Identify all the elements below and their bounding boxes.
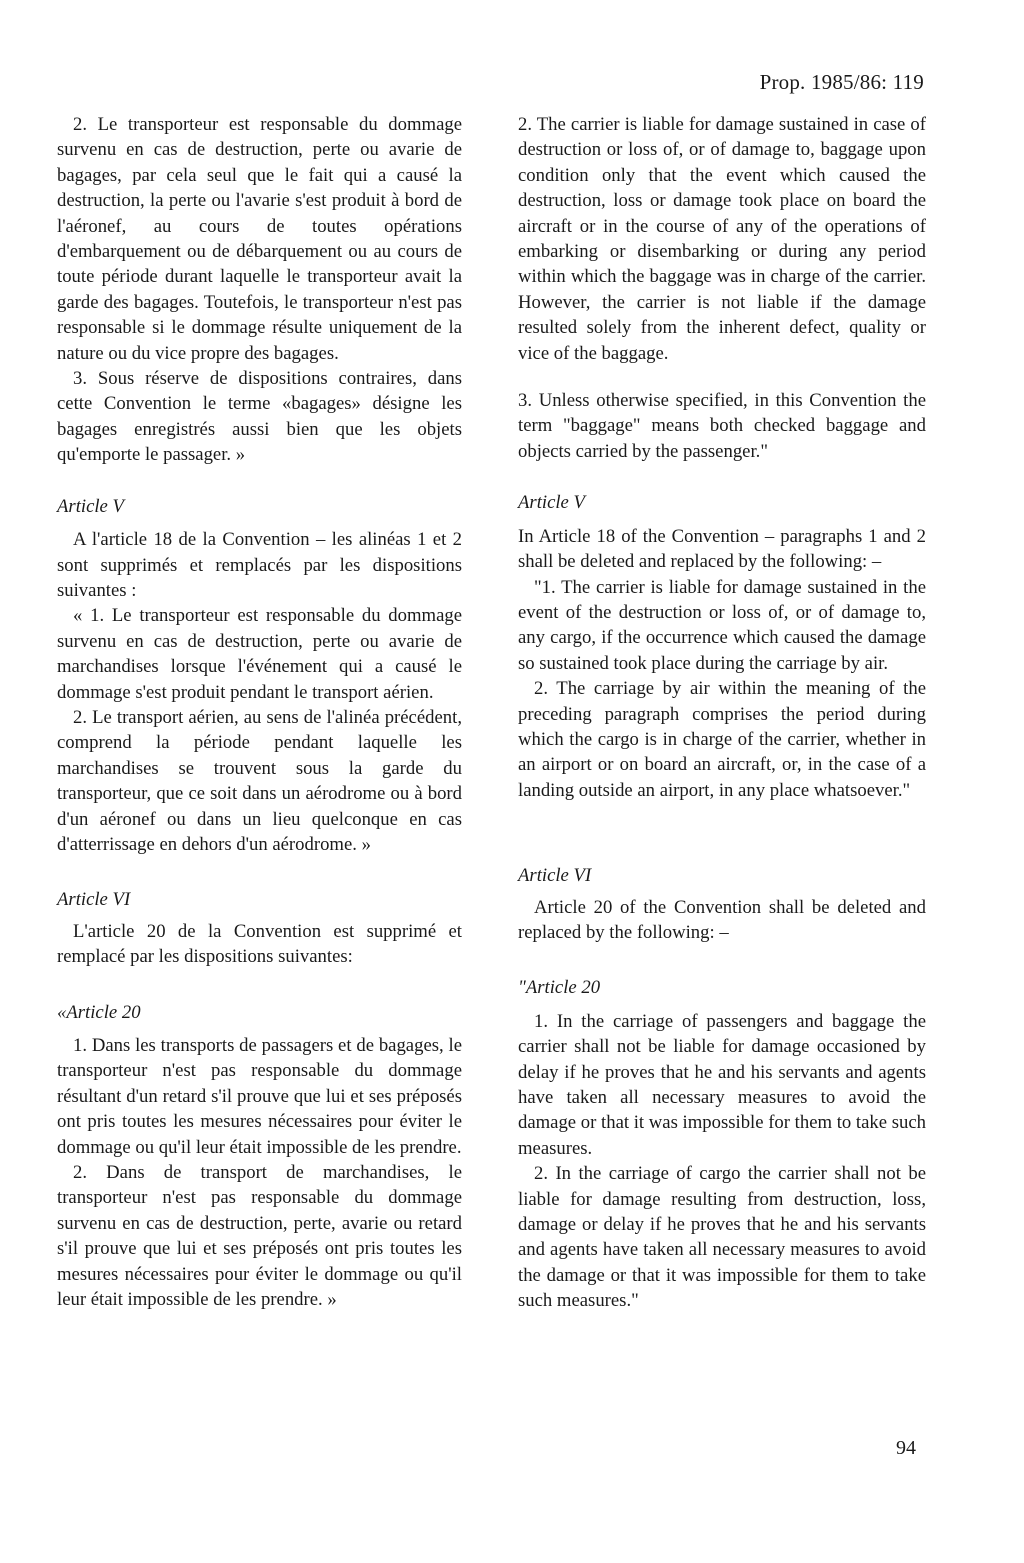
en-article-20-paragraph-2: 2. In the carriage of cargo the carrier shall not be liable for damage resulting from destruction, loss, damage or delay if he proves that he and his servants and agents have taken all necessary measures to avoid the damage or that it was impossible for them to take such measures." — [518, 1163, 926, 1312]
en-article-v-paragraph-1: "1. The carrier is liable for damage sustained in the event of the destruction or loss of, or of damage to, any cargo, if the occurrence which caused the damage so sustained took place during the carriage by air. — [518, 576, 926, 674]
fr-article-vi-heading: Article VI — [57, 889, 131, 911]
fr-article-20-heading: «Article 20 — [57, 1001, 141, 1023]
fr-article-v-intro: A l'article 18 de la Convention – les alinéas 1 et 2 sont supprimés et remplacés par les dispositions suivantes : — [57, 529, 462, 601]
en-paragraph-2: 2. The carrier is liable for damage sustained in case of destruction or loss of, or of damage to, baggage upon condition only that the event which caused the destruction, loss or damage took place on board the aircraft or in the course of any of the operations of embarking or disembarking or during any period within which the baggage was in charge of the carrier. However, the carrier is not liable if the damage resulted solely from the inherent defect, quality or vice of the baggage. — [518, 114, 926, 364]
fr-article-v-heading: Article V — [57, 495, 124, 517]
page-number: 94 — [896, 1437, 916, 1459]
english-column — [518, 112, 926, 1314]
fr-paragraph-3: 3. Sous réserve de dispositions contraires, dans cette Convention le terme «bagages» désigne les bagages enregistrés aussi bien que les objets qu'emporte le passager. » — [57, 368, 462, 466]
en-article-v-heading: Article V — [518, 492, 585, 514]
page-header-reference: Prop. 1985/86: 119 — [759, 70, 924, 94]
fr-paragraph-2: 2. Le transporteur est responsable du dommage survenu en cas de destruction, perte ou avarie de bagages, par cela seul que le fait qui a causé la destruction, la perte ou l'avarie s'est produit à bord de l'aéronef, au cours de toutes opérations d'embarquement ou de débarquement ou au cours de toute période durant laquelle le transporteur avait la garde des bagages. Toutefois, le transporteur n'est pas responsable si le dommage résulte uniquement de la nature ou du vice propre des bagages. — [57, 114, 462, 364]
en-paragraph-3: 3. Unless otherwise specified, in this Convention the term "baggage" means both checked baggage and objects carried by the passenger." — [518, 390, 926, 462]
en-article-v-intro: In Article 18 of the Convention – paragraphs 1 and 2 shall be deleted and replaced by the following: – — [518, 525, 926, 573]
fr-article-20-paragraph-1: 1. Dans les transports de passagers et de bagages, le transporteur n'est pas responsable du dommage résultant d'un retard s'il prouve que lui et ses préposés ont pris toutes les mesures nécessaires pour éviter le dommage ou qu'il leur était impossible de les prendre. — [57, 1035, 462, 1158]
fr-article-v-paragraph-1: « 1. Le transporteur est responsable du dommage survenu en cas de destruction, perte ou avarie de marchandises lorsque l'événement qui a causé le dommage s'est produit pendant le transport aérien. — [57, 605, 462, 703]
en-article-20-paragraph-1: 1. In the carriage of passengers and baggage the carrier shall not be liable for damage occasioned by delay if he proves that he and his servants and agents have taken all necessary measures to avoid the damage or that it was impossible for them to take such measures. — [518, 1010, 926, 1159]
fr-article-v-paragraph-2: 2. Le transport aérien, au sens de l'alinéa précédent, comprend la période pendant laquelle les marchandises se trouvent sous la garde du transporteur, que ce soit dans un aérodrome ou à bord d'un aéronef ou dans un lieu quelconque en cas d'atterrissage en dehors d'un aérodrome. » — [57, 706, 462, 855]
en-article-vi-intro: Article 20 of the Convention shall be deleted and replaced by the following: – — [518, 896, 926, 943]
en-article-20-heading: "Article 20 — [518, 977, 601, 999]
en-article-vi-heading: Article VI — [518, 865, 592, 887]
fr-article-vi-intro: L'article 20 de la Convention est supprimé et remplacé par les dispositions suivantes: — [57, 920, 462, 968]
fr-article-20-paragraph-2: 2. Dans de transport de marchandises, le transporteur n'est pas responsable du dommage survenu en cas de destruction, perte, avarie ou retard s'il prouve que lui et ses préposés ont pris toutes les mesures nécessaires pour éviter le dommage ou qu'il leur était impossible de les prendre. » — [57, 1162, 462, 1311]
french-column — [57, 112, 462, 1312]
en-article-v-paragraph-2: 2. The carriage by air within the meaning of the preceding paragraph comprises the period during which the cargo is in charge of the carrier, whether in an airport or on board an aircraft, or, in the case of a landing outside an airport, in any place whatsoever." — [518, 678, 926, 801]
